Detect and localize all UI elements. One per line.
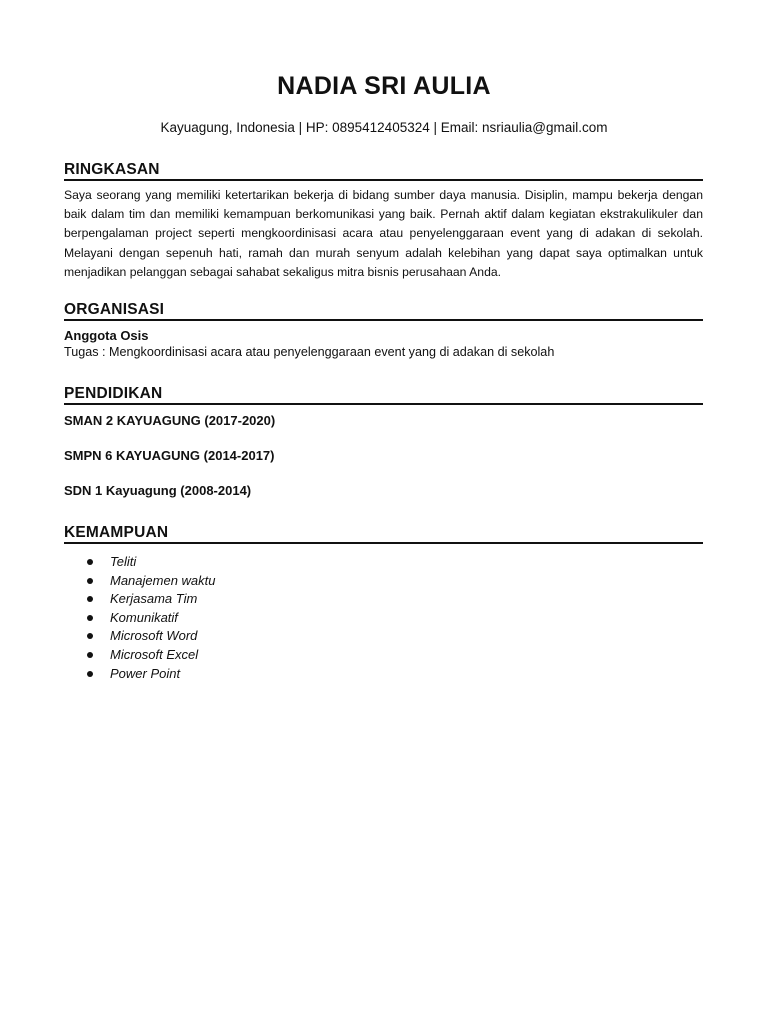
bullet-icon — [87, 671, 93, 677]
section-title-education: PENDIDIKAN — [64, 384, 703, 405]
contact-line: Kayuagung, Indonesia | HP: 0895412405324 | Email: nsriaulia@gmail.com — [160, 120, 608, 135]
education-item: SDN 1 Kayuagung (2008-2014) — [64, 483, 252, 498]
resume-page: NADIA SRI AULIA Kayuagung, Indonesia | HP: 0895412405324 | Email: nsriaulia@gmail.com RINGKASAN Saya seorang yang memiliki ketertarikan bekerja di bidang sumber daya manusia. Disiplin, mampu bekerja dengan baik dalam tim dan memiliki kemampuan berkomunikasi yang baik. Pernah aktif dalam kegiatan ekstrakulikuler dan berpengalaman project seperti mengkoordinisasi acara atau penyelenggaraan event yang di adakan di sekolah. Melayani dengan sepenuh hati, ramah dan murah senyum adalah kelebihan yang dapat saya optimalkan untuk menjadikan pelanggan sebagai sahabat sekaligus mitra bisnis perusahaan Anda. ORGANISASI Anggota Osis Tugas : Mengkoordinisasi acara atau penyelenggaraan event yang di adakan di sekolah PENDIDIKAN SMAN 2 KAYUAGUNG (2017-2020) SMPN 6 KAYUAGUNG (2014-2017) SDN 1 Kayuagung (2008-2014) KEMAMPUAN Teliti Manajemen waktu Kerjasama Tim Komunikatif Microsoft Word Microsoft Excel Power Point — [0, 0, 768, 1024]
bullet-icon — [87, 615, 93, 621]
section-title-summary: RINGKASAN — [64, 160, 703, 181]
education-item: SMPN 6 KAYUAGUNG (2014-2017) — [64, 448, 275, 463]
summary-text: Saya seorang yang memiliki ketertarikan bekerja di bidang sumber daya manusia. Disiplin, mampu bekerja dengan baik dalam tim dan memiliki kemampuan berkomunikasi yang baik. Pernah aktif dalam kegiatan ekstrakulikuler dan berpengalaman project seperti mengkoordinisasi acara atau penyelenggaraan event yang di adakan di sekolah. Melayani dengan sepenuh hati, ramah dan murah senyum adalah kelebihan yang dapat saya optimalkan untuk menjadikan pelanggan sebagai sahabat sekaligus mitra bisnis perusahaan Anda. — [64, 188, 703, 279]
section-title-skills: KEMAMPUAN — [64, 523, 703, 544]
bullet-icon — [87, 596, 93, 602]
organization-role: Anggota Osis — [64, 328, 149, 343]
bullet-icon — [87, 559, 93, 565]
education-item: SMAN 2 KAYUAGUNG (2017-2020) — [64, 413, 276, 428]
bullet-icon — [87, 578, 93, 584]
section-title-organization: ORGANISASI — [64, 300, 703, 321]
bullet-icon — [87, 652, 93, 658]
bullet-icon — [87, 633, 93, 639]
organization-task: Tugas : Mengkoordinisasi acara atau penyelenggaraan event yang di adakan di sekolah — [64, 345, 555, 359]
resume-name: NADIA SRI AULIA — [277, 72, 491, 100]
